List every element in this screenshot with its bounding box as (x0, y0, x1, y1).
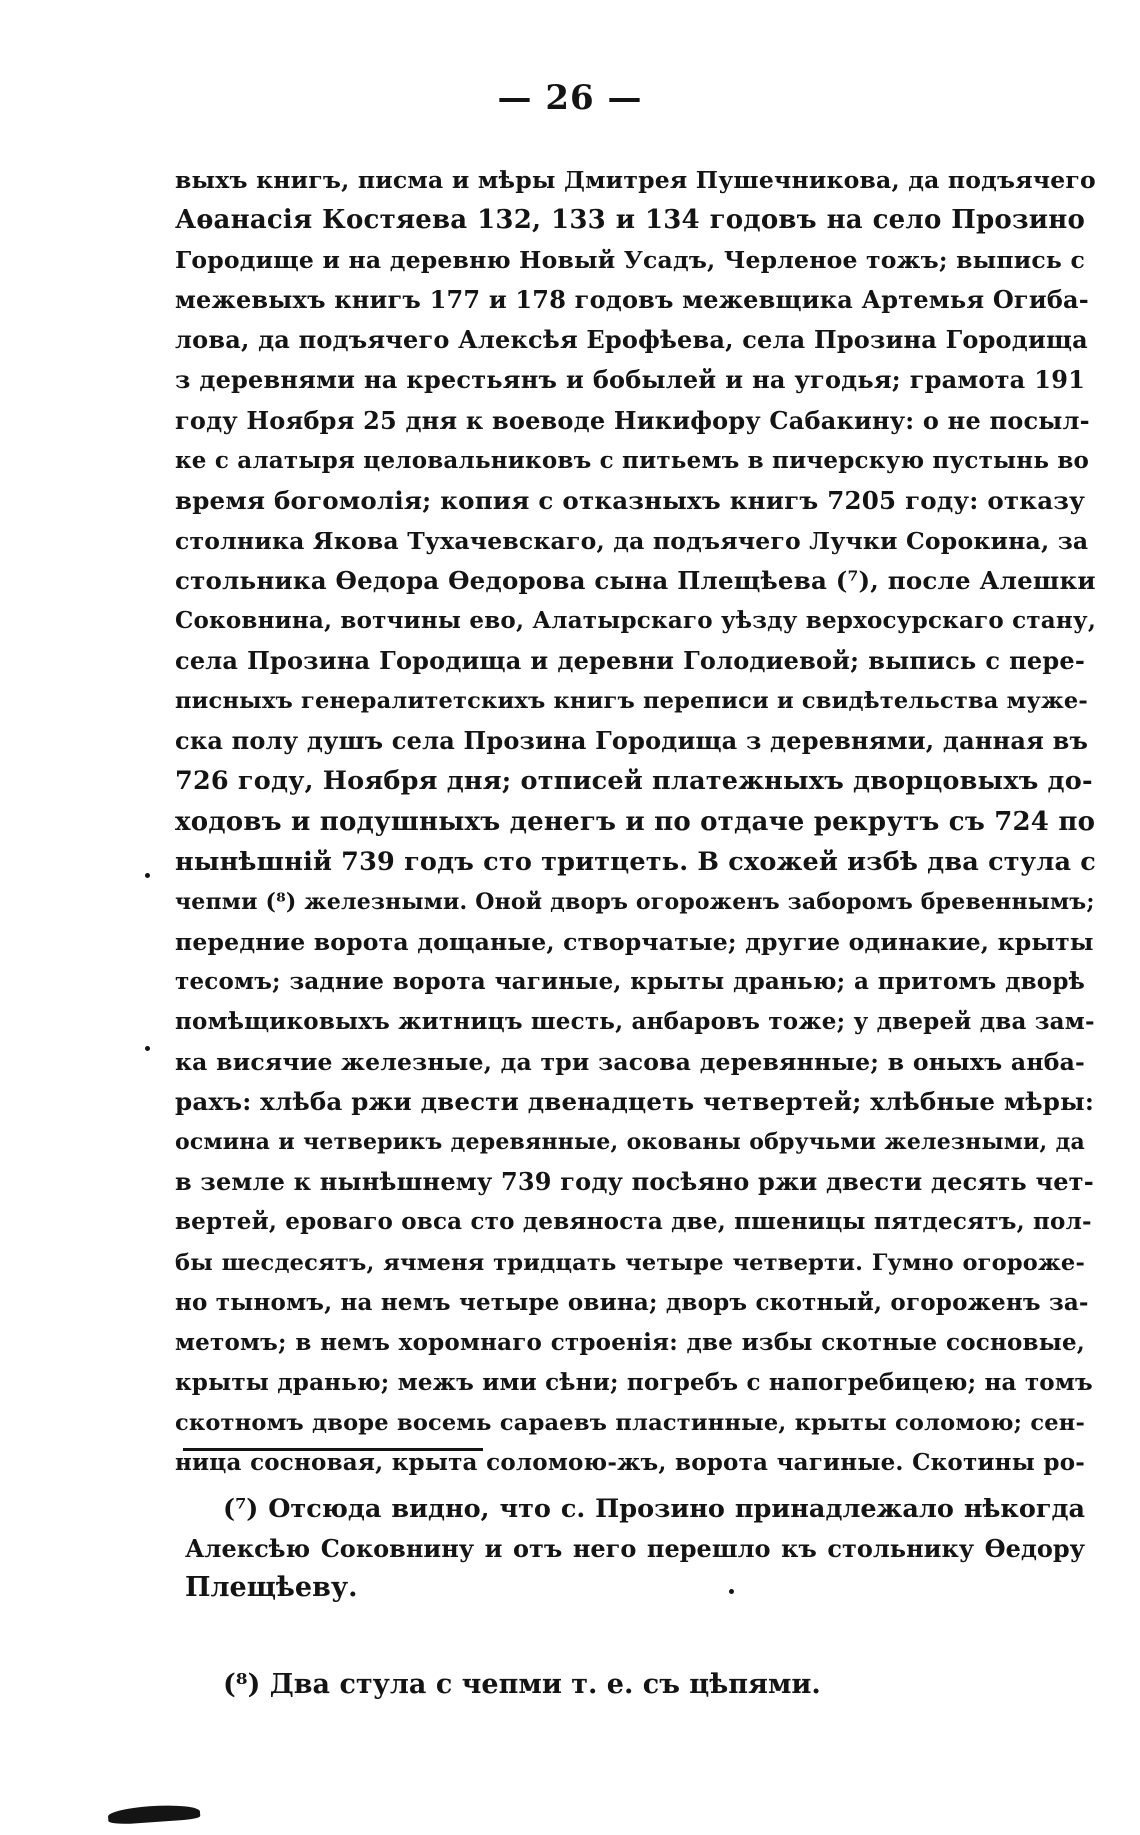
body-line: ница сосновая, крыта соломою-жъ, ворота чагиные. Скотины ро- (175, 1449, 1085, 1476)
body-line: в земле к нынѣшнему 739 году посѣяно ржи двести десять чет- (175, 1167, 1094, 1197)
body-line: крыты дранью; межъ ими сѣни; погребъ с напогребицею; на томъ (175, 1368, 1093, 1396)
body-line: но тыномъ, на немъ четыре овина; дворъ скотный, огороженъ за- (175, 1288, 1089, 1316)
body-line: ка висячие железные, да три засова деревянные; в оныхъ анба- (175, 1048, 1085, 1077)
body-line: ска полу душъ села Прозина Городища з деревнями, данная въ (175, 726, 1089, 756)
body-line: Городище и на деревню Новый Усадъ, Черленое тожъ; выпись с (175, 246, 1085, 275)
footnote-8 (185, 1665, 1085, 1704)
body-line: время богомолія; копия с отказныхъ книгъ 7205 году: отказу (175, 485, 1085, 515)
body-line: писныхъ генералитетскихъ книгъ переписи и свидѣтельства муже- (175, 688, 1088, 715)
body-line: рахъ: хлѣба ржи двести двенадцеть четвертей; хлѣбные мѣры: (175, 1087, 1095, 1117)
body-line: выхъ книгъ, писма и мѣры Дмитрея Пушечникова, да подъячего (175, 166, 1096, 194)
body-line: з деревнями на крестьянъ и бобылей и на угодья; грамота 191 (175, 365, 1085, 395)
body-line: помѣщиковыхъ житницъ шесть, анбаровъ тоже; у дверей два зам- (175, 1007, 1095, 1035)
body-line: Аѳанасія Костяева 132, 133 и 134 годовъ на село Прозино (175, 205, 1085, 236)
body-line: Соковнина, вотчины ево, Алатырскаго уѣзду верхосурскаго стану, (175, 607, 1097, 635)
body-line: стольника Ѳедора Ѳедорова сына Плещѣева (⁷), после Алешки (175, 565, 1096, 595)
footnote-spacer (185, 1607, 1085, 1665)
ink-speck (145, 1046, 150, 1051)
body-line: нынѣшній 739 годъ сто тритцеть. В схожей избѣ два стула с (175, 846, 1097, 877)
body-line: метомъ; в немъ хоромнаго строенія: две избы скотные сосновые, (175, 1328, 1085, 1356)
footnote-line: Алексѣю Соковнину и отъ него перешло къ стольнику Ѳедору (185, 1534, 1085, 1563)
body-line: тесомъ; задние ворота чагиные, крыты дранью; а притомъ дворѣ (175, 967, 1085, 995)
footnotes (185, 1490, 1085, 1704)
body-line: ке с алатыря целовальниковъ с питьемъ в пичерскую пустынь во (175, 446, 1090, 474)
footnote-divider (183, 1448, 483, 1451)
body-line: межевыхъ книгъ 177 и 178 годовъ межевщика Артемья Огибa- (175, 285, 1089, 315)
ink-blot (108, 1803, 201, 1825)
ink-speck (729, 1589, 734, 1594)
footnote-line: (⁸) Два стула с чепми т. е. съ цѣпями. (223, 1669, 821, 1700)
footnote-line: Плещѣеву. (185, 1572, 358, 1603)
body-line: передние ворота дощаные, створчатые; другие одинакие, крыты (175, 927, 1094, 956)
ink-speck (145, 873, 150, 878)
body-line: осмина и четверикъ деревянные, окованы обручьми железными, да (175, 1129, 1085, 1156)
body-line: бы шесдесятъ, ячменя тридцать четыре четверти. Гумно огороже- (175, 1249, 1085, 1276)
body-line: 726 году, Ноября дня; отписей платежныхъ дворцовыхъ до- (175, 766, 1093, 797)
body-text (175, 160, 1097, 1483)
footnote-7 (185, 1490, 1085, 1607)
page-number: — 26 — (497, 78, 643, 118)
body-line: скотномъ дворе восемь сараевъ пластинные, крыты соломою; сен- (175, 1409, 1085, 1436)
body-line: села Прозина Городища и деревни Голодиевой; выпись с пере- (175, 646, 1085, 676)
body-line: столника Якова Тухачевскаго, да подъячего Лучки Сорокина, за (175, 526, 1089, 555)
body-line: ходовъ и подушныхъ денегъ и по отдаче рекрутъ съ 724 по (175, 806, 1096, 837)
body-line: вертей, ероваго овса сто девяноста две, пшеницы пятдесятъ, пол- (175, 1208, 1092, 1236)
body-line: чепми (⁸) железными. Оной дворъ огороженъ заборомъ бревеннымъ; (175, 888, 1095, 915)
body-line: лова, да подъячего Алексѣя Ерофѣева, села Прозина Городища (175, 325, 1088, 355)
body-line: году Ноября 25 дня к воеводе Никифору Сабакину: о не посыл- (175, 405, 1090, 435)
footnote-line: (⁷) Отсюда видно, что с. Прозино принадлежало нѣкогда (223, 1494, 1085, 1524)
